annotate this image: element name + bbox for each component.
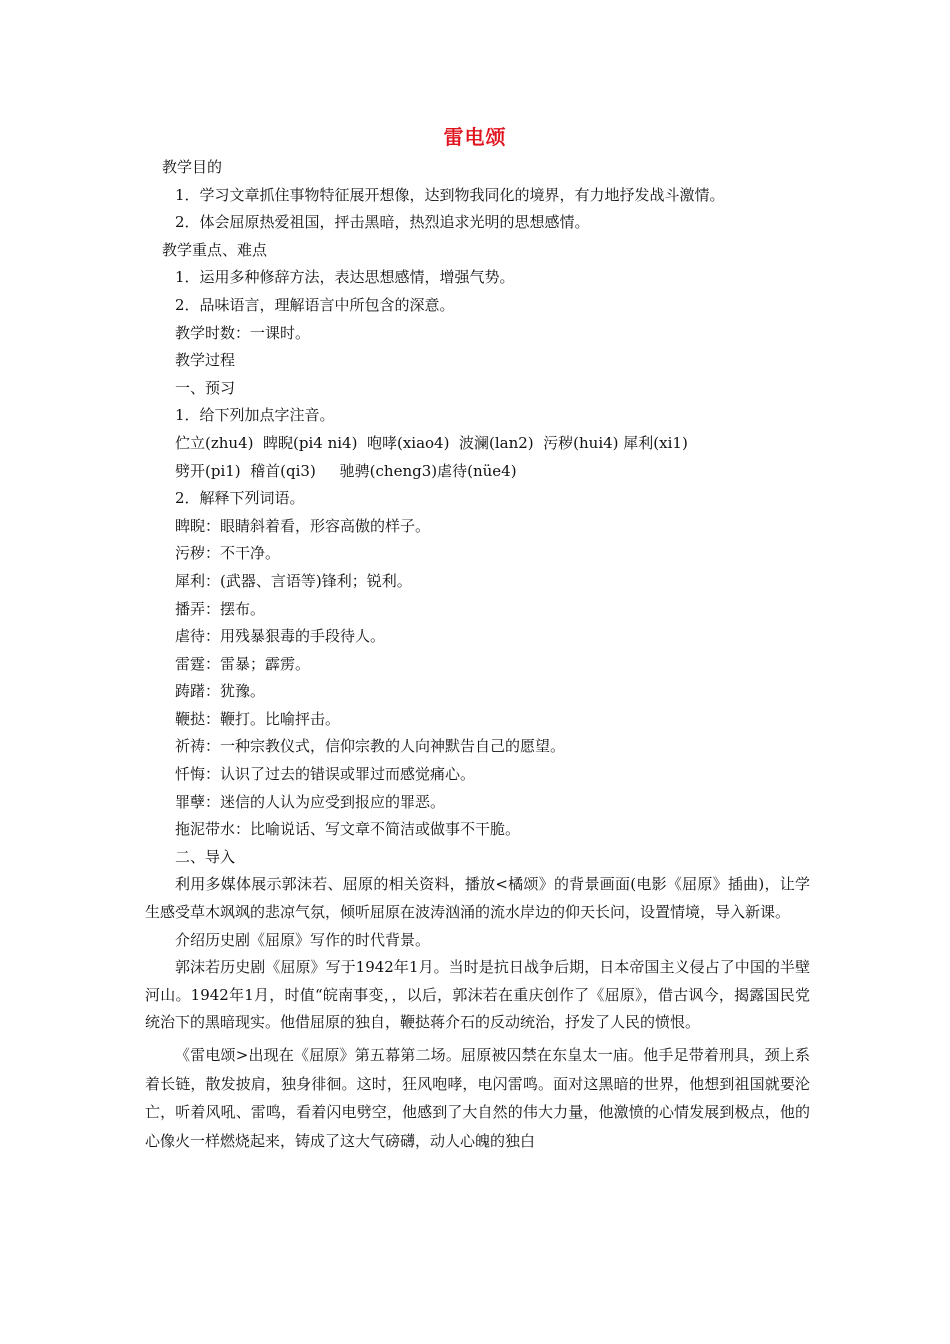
task-pinyin: 1．给下列加点字注音。 <box>175 406 335 425</box>
background-paragraph: 郭沫若历史剧《屈原》写于1942年1月。当时是抗日战争后期，日本帝国主义侵占了中国的半壁河山。1942年1月，时值“皖南事变，，以后，郭沫若在重庆创作了《屈原》，借古讽今，揭露国民党统治下的黑暗现实。他借屈原的独自，鞭挞蒋介石的反动统治，抒发了人民的愤恨。 <box>145 958 810 1032</box>
task-definitions: 2．解释下列词语。 <box>175 489 305 508</box>
definition-item: 鞭挞：鞭打。比喻抨击。 <box>175 709 341 728</box>
pinyin-row: 伫立(zhu4) 睥睨(pi4 ni4) 咆哮(xiao4) 波澜(lan2) 污秽(hui4) 犀利(xi1) <box>175 433 688 452</box>
definition-item: 踌躇：犹豫。 <box>175 682 266 701</box>
definition-item: 罪孽：迷信的人认为应受到报应的罪恶。 <box>175 792 446 811</box>
document-title: 雷电颂 <box>443 125 507 149</box>
goal-item: 2．体会屈原热爱祖国，抨击黑暗，热烈追求光明的思想感情。 <box>175 213 590 232</box>
definition-item: 祈祷：一种宗教仪式，信仰宗教的人向神默告自己的愿望。 <box>175 737 566 756</box>
key-points-heading: 教学重点、难点 <box>162 240 268 259</box>
process-heading: 教学过程 <box>175 351 236 370</box>
teaching-hours: 教学时数：一课时。 <box>175 323 311 342</box>
definition-item: 雷霆：雷暴；霹雳。 <box>175 654 311 673</box>
background-line: 介绍历史剧《屈原》写作的时代背景。 <box>175 930 431 949</box>
goals-heading: 教学目的 <box>162 158 223 176</box>
definition-item: 播弄：摆布。 <box>175 599 266 618</box>
definition-item: 犀利：(武器、言语等)锋利；锐利。 <box>175 571 412 590</box>
definition-item: 拖泥带水：比喻说话、写文章不简洁或做事不干脆。 <box>175 820 521 839</box>
key-point-item: 1．运用多种修辞方法，表达思想感情，增强气势。 <box>175 268 515 287</box>
definition-item: 忏悔：认识了过去的错误或罪过而感觉痛心。 <box>175 765 476 784</box>
definition-item: 虐待：用残暴狠毒的手段待人。 <box>175 627 386 646</box>
preview-heading: 一、预习 <box>175 378 236 397</box>
goal-item: 1．学习文章抓住事物特征展开想像，达到物我同化的境界，有力地抒发战斗激情。 <box>175 185 725 204</box>
document-body <box>145 154 810 1155</box>
intro-paragraph: 利用多媒体展示郭沫若、屈原的相关资料，播放<橘颂》的背景画面(电影《屈原》插曲)，让学生感受草木飒飒的悲凉气氛，倾听屈原在波涛汹涌的流水岸边的仰天长问，设置情境，导入新课。 <box>145 875 810 922</box>
scene-paragraph: 《雷电颂>出现在《屈原》第五幕第二场。屈原被囚禁在东皇太一庙。他手足带着刑具，颈上系着长链，散发披肩，独身徘徊。这时，狂风咆哮，电闪雷鸣。面对这黑暗的世界，他想到祖国就要沦亡，听着风吼、雷鸣，看着闪电劈空，他感到了大自然的伟大力量，他激愤的心情发展到极点，他的心像火一样燃烧起来，铸成了这大气磅礴，动人心魄的独白 <box>145 1046 810 1150</box>
intro-heading: 二、导入 <box>175 847 236 866</box>
definition-item: 污秽：不干净。 <box>175 544 281 563</box>
definition-item: 睥睨：眼睛斜着看，形容高傲的样子。 <box>175 516 431 535</box>
key-point-item: 2．品味语言，理解语言中所包含的深意。 <box>175 295 455 314</box>
pinyin-row: 劈开(pi1) 稽首(qi3) 驰骋(cheng3)虐待(nüe4) <box>175 461 517 480</box>
